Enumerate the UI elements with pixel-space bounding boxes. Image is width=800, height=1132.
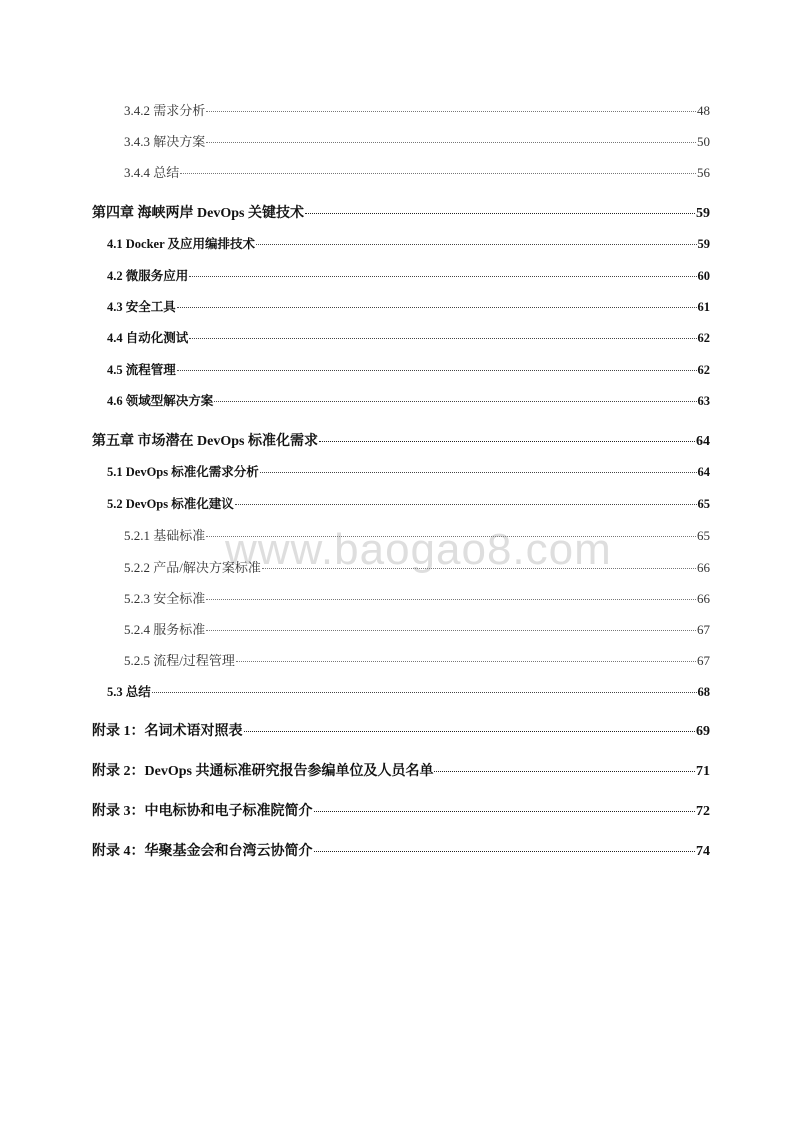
toc-entry[interactable] [107, 360, 710, 378]
toc-page: 56 [697, 165, 710, 180]
toc-title: 附录 2：DevOps 共通标准研究报告参编单位及人员名单 [92, 764, 434, 779]
toc-page: 60 [697, 269, 710, 283]
toc-title: 5.1 DevOps 标准化需求分析 [107, 465, 259, 479]
toc-title: 4.1 Docker 及应用编排技术 [107, 237, 256, 251]
toc-title: 4.5 流程管理 [107, 363, 176, 377]
toc-entry[interactable] [107, 494, 710, 512]
toc-entry[interactable] [107, 682, 710, 700]
toc-entry[interactable] [124, 650, 710, 669]
toc-entry[interactable] [92, 720, 710, 740]
toc-page: 50 [697, 134, 710, 149]
toc-page: 67 [697, 622, 710, 637]
toc-title: 5.2.1 基础标准 [124, 528, 206, 543]
toc-page: 74 [696, 844, 710, 859]
toc-title: 4.2 微服务应用 [107, 269, 189, 283]
toc-page: 62 [697, 331, 710, 345]
toc-page: 63 [697, 394, 710, 408]
toc-page: 66 [697, 560, 710, 575]
toc-page: 48 [697, 103, 710, 118]
toc-title: 5.2.2 产品/解决方案标准 [124, 560, 261, 575]
toc-entry[interactable] [107, 234, 710, 252]
toc-title: 3.4.2 需求分析 [124, 103, 206, 118]
toc-page: 71 [696, 764, 710, 779]
toc-entry[interactable] [124, 162, 710, 181]
toc-page: 66 [697, 591, 710, 606]
toc-title: 附录 4：华聚基金会和台湾云协简介 [92, 844, 313, 859]
toc-entry[interactable] [92, 202, 710, 222]
toc-entry[interactable] [92, 430, 710, 450]
toc-entry[interactable] [124, 131, 710, 150]
toc-page: 72 [696, 804, 710, 819]
toc-entry[interactable] [107, 297, 710, 315]
toc-page: 59 [696, 206, 710, 221]
toc-title: 5.2.5 流程/过程管理 [124, 653, 235, 668]
toc-title: 4.6 领域型解决方案 [107, 394, 214, 408]
toc-title: 第四章 海峡两岸 DevOps 关键技术 [92, 206, 304, 221]
toc-entry[interactable] [107, 266, 710, 284]
toc-entry[interactable] [107, 391, 710, 409]
toc-page: 59 [697, 237, 710, 251]
toc-page: 65 [697, 497, 710, 511]
watermark: www.baogao8.com [225, 525, 612, 574]
toc-page: 69 [696, 724, 710, 739]
toc-page: 61 [697, 300, 710, 314]
toc-page: 68 [697, 685, 710, 699]
toc-title: 3.4.3 解决方案 [124, 134, 206, 149]
toc-title: 4.3 安全工具 [107, 300, 176, 314]
toc-title: 附录 1：名词术语对照表 [92, 724, 243, 739]
toc-page: 62 [697, 363, 710, 377]
toc-entry[interactable] [107, 462, 710, 480]
toc-title: 5.2.3 安全标准 [124, 591, 206, 606]
toc-page: 67 [697, 653, 710, 668]
toc-page: 64 [697, 465, 710, 479]
toc-entry[interactable] [124, 619, 710, 638]
toc-entry[interactable] [92, 760, 710, 780]
toc-entry[interactable] [92, 840, 710, 860]
toc-page: 65 [697, 528, 710, 543]
toc-title: 5.3 总结 [107, 685, 151, 699]
toc-title: 3.4.4 总结 [124, 165, 180, 180]
toc-title: 第五章 市场潜在 DevOps 标准化需求 [92, 434, 318, 449]
toc-entry[interactable] [124, 100, 710, 119]
toc-entry[interactable] [124, 525, 710, 544]
toc-title: 附录 3：中电标协和电子标准院简介 [92, 804, 313, 819]
toc-title: 5.2 DevOps 标准化建议 [107, 497, 234, 511]
toc-entry[interactable] [107, 328, 710, 346]
toc-entry[interactable] [124, 588, 710, 607]
toc-title: 5.2.4 服务标准 [124, 622, 206, 637]
toc-page: 64 [696, 434, 710, 449]
toc-entry[interactable] [124, 557, 710, 576]
toc-entry[interactable] [92, 800, 710, 820]
toc-title: 4.4 自动化测试 [107, 331, 189, 345]
